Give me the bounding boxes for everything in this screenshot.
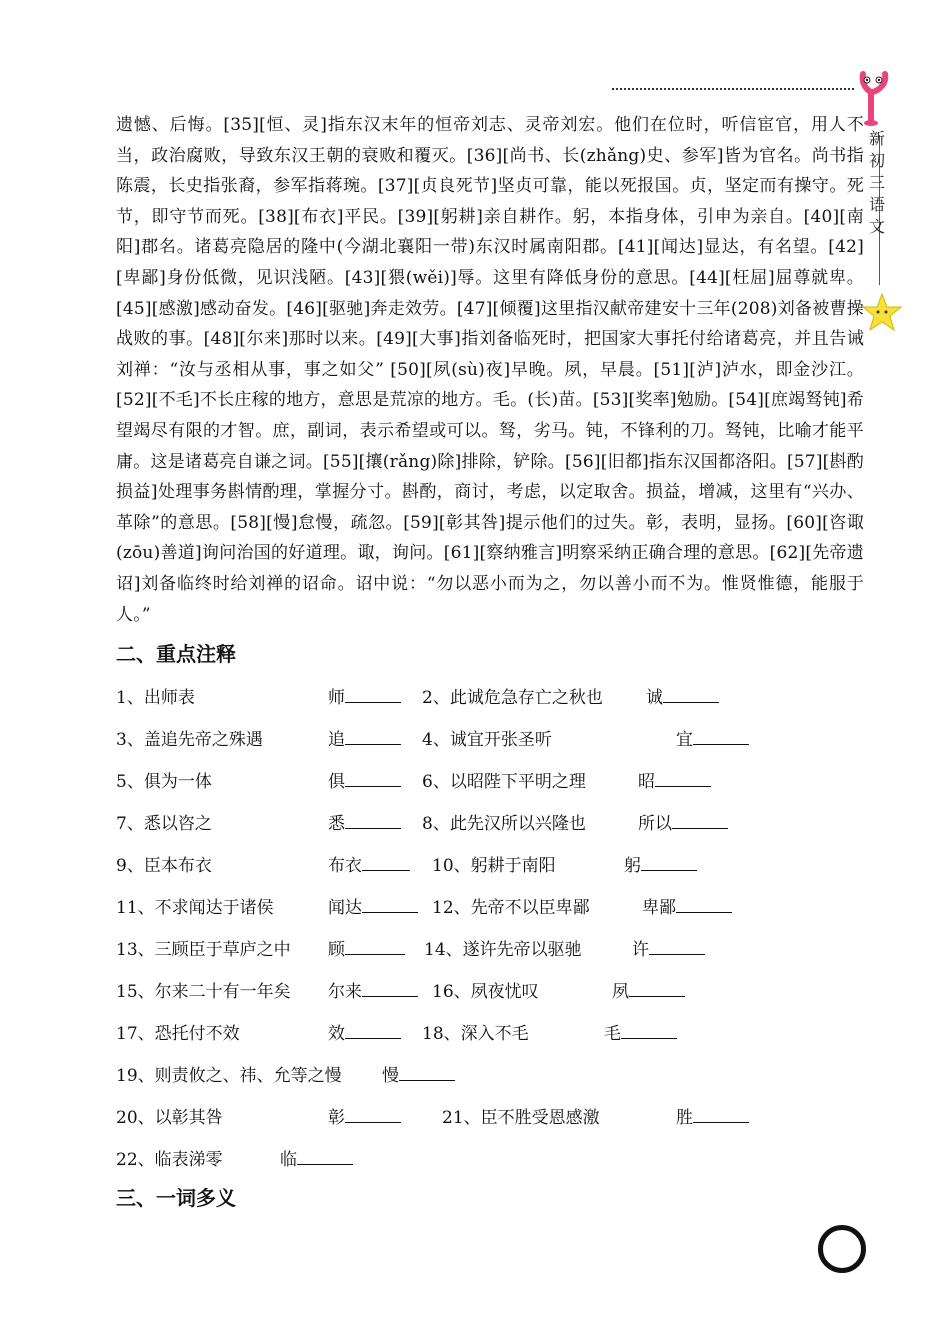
vocab-key-word: 慢 xyxy=(382,1066,399,1086)
answer-blank[interactable] xyxy=(345,810,401,829)
vocab-row xyxy=(116,683,876,711)
section-heading-polysemy: 三、一词多义 xyxy=(116,1186,236,1210)
vocab-phrase: 14、遂许先帝以驱驰 xyxy=(424,940,582,960)
answer-blank[interactable] xyxy=(297,1146,353,1165)
side-title: 新初三语文 xyxy=(868,129,885,236)
vocab-key-word: 昭 xyxy=(638,772,655,792)
vocab-phrase: 10、躬耕于南阳 xyxy=(432,856,556,876)
vocab-key-word: 临 xyxy=(280,1150,297,1170)
vocab-key-word: 追 xyxy=(328,730,345,750)
answer-blank[interactable] xyxy=(693,1104,749,1123)
vocab-key-word: 所以 xyxy=(638,814,672,834)
vocab-key xyxy=(646,683,719,708)
vocab-phrase: 13、三顾臣于草庐之中 xyxy=(116,940,291,960)
vocab-key-word: 诚 xyxy=(646,688,663,708)
vocab-key xyxy=(642,893,732,918)
answer-blank[interactable] xyxy=(362,852,410,871)
vocab-key-word: 许 xyxy=(632,940,649,960)
vocab-key xyxy=(328,893,418,918)
vocab-phrase: 21、臣不胜受恩感激 xyxy=(442,1108,600,1128)
vocab-key-word: 夙 xyxy=(612,982,629,1002)
vocab-row xyxy=(116,851,876,879)
vocab-key-word: 悉 xyxy=(328,814,345,834)
vocab-phrase: 9、臣本布衣 xyxy=(116,856,212,876)
vocab-key-word: 师 xyxy=(328,688,345,708)
vocab-key-word: 俱 xyxy=(328,772,345,792)
vocab-phrase: 22、临表涕零 xyxy=(116,1150,223,1170)
vocab-key xyxy=(328,977,418,1002)
vocab-key-word: 躬 xyxy=(624,856,641,876)
vocab-key xyxy=(328,1103,401,1128)
vocab-row xyxy=(116,1103,876,1131)
answer-blank[interactable] xyxy=(663,684,719,703)
vocab-key-word: 卑鄙 xyxy=(642,898,676,918)
vocab-key-word: 效 xyxy=(328,1024,345,1044)
section-heading-key-notes: 二、重点注释 xyxy=(116,642,236,666)
vocab-key xyxy=(382,1061,455,1086)
vocab-key-word: 宜 xyxy=(676,730,693,750)
vocab-key xyxy=(632,935,705,960)
vocab-row xyxy=(116,1145,876,1173)
vocab-phrase: 8、此先汉所以兴隆也 xyxy=(422,814,586,834)
vocab-phrase: 11、不求闻达于诸侯 xyxy=(116,898,274,918)
vocab-key xyxy=(676,725,749,750)
vocab-key xyxy=(612,977,685,1002)
vocab-phrase: 2、此诚危急存亡之秋也 xyxy=(422,688,603,708)
vocab-key xyxy=(638,767,711,792)
answer-blank[interactable] xyxy=(655,768,711,787)
vocab-phrase: 16、夙夜忧叹 xyxy=(432,982,539,1002)
answer-blank[interactable] xyxy=(629,978,685,997)
vocab-phrase: 15、尔来二十有一年矣 xyxy=(116,982,291,1002)
vocab-key xyxy=(604,1019,677,1044)
vocab-phrase: 12、先帝不以臣卑鄙 xyxy=(432,898,590,918)
vocab-key xyxy=(328,725,401,750)
vocab-key-word: 顾 xyxy=(328,940,345,960)
answer-blank[interactable] xyxy=(676,894,732,913)
vocab-key xyxy=(280,1145,353,1170)
vocab-phrase: 7、悉以咨之 xyxy=(116,814,212,834)
vocab-key xyxy=(328,767,401,792)
answer-blank[interactable] xyxy=(345,684,401,703)
vocab-phrase: 20、以彰其咎 xyxy=(116,1108,223,1128)
vocab-phrase: 18、深入不毛 xyxy=(422,1024,529,1044)
page-number-circle xyxy=(818,1225,866,1273)
vocab-key-word: 胜 xyxy=(676,1108,693,1128)
answer-blank[interactable] xyxy=(399,1062,455,1081)
vocab-key xyxy=(328,683,401,708)
vocab-key xyxy=(676,1103,749,1128)
answer-blank[interactable] xyxy=(672,810,728,829)
vocab-key xyxy=(328,809,401,834)
vocab-key-word: 闻达 xyxy=(328,898,362,918)
vocab-key xyxy=(638,809,728,834)
vocab-key-word: 尔来 xyxy=(328,982,362,1002)
answer-blank[interactable] xyxy=(362,978,418,997)
answer-blank[interactable] xyxy=(641,852,697,871)
answer-blank[interactable] xyxy=(362,894,418,913)
vocab-key-word: 彰 xyxy=(328,1108,345,1128)
star-icon xyxy=(860,292,904,332)
answer-blank[interactable] xyxy=(345,1020,401,1039)
vocab-row xyxy=(116,1019,876,1047)
vocab-row xyxy=(116,1061,876,1089)
annotation-paragraph: 遗憾、后悔。[35][恒、灵]指东汉末年的恒帝刘志、灵帝刘宏。他们在位时，听信宦官，用人不当，政治腐败，导致东汉王朝的衰败和覆灭。[36][尚书、长(zhǎng)史、参军]皆为官名。尚书指陈震，长史指张裔，参军指蒋琬。[37][贞良死节]坚贞可靠，能以死报国。贞，坚定而有操守。死节，即守节而死。[38][布衣]平民。[39][躬耕]亲自耕作。躬，本指身体，引申为亲自。[40][南阳]郡名。诸葛亮隐居的隆中(今湖北襄阳一带)东汉时属南阳郡。[41][闻达]显达，有名望。[42][卑鄙]身份低微，见识浅陋。[43][猥(wěi)]辱。这里有降低身份的意思。[44][枉屈]屈尊就卑。[45][感激]感动奋发。[46][驱驰]奔走效劳。[47][倾覆]这里指汉献帝建安十三年(208)刘备被曹操战败的事。[48][尔来]那时以来。[49][大事]指刘备临死时，把国家大事托付给诸葛亮，并且告诫刘禅：“汝与丞相从事，事之如父” [50][夙(sù)夜]早晚。夙，早晨。[51][泸]泸水，即金沙江。[52][不毛]不长庄稼的地方，意思是荒凉的地方。毛。(长)苗。[53][奖率]勉励。[54][庶竭驽钝]希望竭尽有限的才智。庶，副词，表示希望或可以。驽，劣马。钝，不锋利的刀。驽钝，比喻才能平庸。这是诸葛亮自谦之词。[55][攘(rǎng)除]排除，铲除。[56][旧都]指东汉国都洛阳。[57][斟酌损益]处理事务斟情酌理，掌握分寸。斟酌，商讨，考虑，以定取舍。损益，增减，这里有“兴办、革除”的意思。[58][慢]怠慢，疏忽。[59][彰其咎]提示他们的过失。彰，表明，显扬。[60][咨诹(zōu)善道]询问治国的好道理。诹，询问。[61][察纳雅言]明察采纳正确合理的意思。[62][先帝遗诏]刘备临终时给刘禅的诏命。诏中说：“勿以恶小而为之，勿以善小而不为。惟贤惟德，能服于人。” xyxy=(116,115,864,625)
answer-blank[interactable] xyxy=(693,726,749,745)
answer-blank[interactable] xyxy=(621,1020,677,1039)
header-dotted-line xyxy=(612,88,854,90)
vocab-phrase: 17、恐托付不效 xyxy=(116,1024,240,1044)
vocab-row xyxy=(116,725,876,753)
vocab-key-word: 布衣 xyxy=(328,856,362,876)
vocab-key-word: 毛 xyxy=(604,1024,621,1044)
vocab-row xyxy=(116,977,876,1005)
vocab-key xyxy=(624,851,697,876)
vocab-key xyxy=(328,935,405,960)
vocab-phrase: 5、俱为一体 xyxy=(116,772,212,792)
vocab-phrase: 3、盖追先帝之殊遇 xyxy=(116,730,263,750)
answer-blank[interactable] xyxy=(345,1104,401,1123)
vocab-row xyxy=(116,767,876,795)
answer-blank[interactable] xyxy=(649,936,705,955)
vocab-phrase: 4、诚宜开张圣听 xyxy=(422,730,552,750)
vocab-row xyxy=(116,893,876,921)
vocab-row xyxy=(116,809,876,837)
vocab-row xyxy=(116,935,876,963)
answer-blank[interactable] xyxy=(345,726,401,745)
vocab-key xyxy=(328,1019,401,1044)
vocab-key xyxy=(328,851,410,876)
answer-blank[interactable] xyxy=(345,768,401,787)
vocab-phrase: 1、出师表 xyxy=(116,688,195,708)
vocab-phrase: 6、以昭陛下平明之理 xyxy=(422,772,586,792)
vocab-phrase: 19、则责攸之、祎、允等之慢 xyxy=(116,1066,342,1086)
answer-blank[interactable] xyxy=(345,936,405,955)
